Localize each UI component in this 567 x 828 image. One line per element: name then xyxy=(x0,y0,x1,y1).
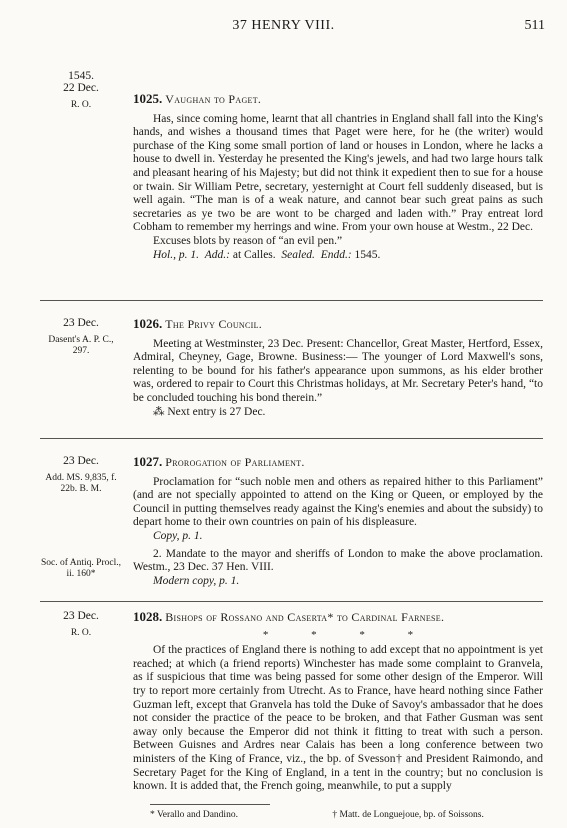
margin-date: 23 Dec. xyxy=(63,610,99,622)
entry-heading xyxy=(133,92,543,107)
entry-1028 xyxy=(133,610,543,794)
entry-1027 xyxy=(133,455,543,588)
entry-title: Prorogation of Parliament. xyxy=(165,455,305,469)
copy-note: Copy, p. 1. xyxy=(153,529,203,542)
footnote-rule xyxy=(150,804,270,805)
margin-notes-1027-2 xyxy=(40,558,122,580)
endorse-endd-label: Endd.: xyxy=(320,248,352,261)
entry-paragraph: Has, since coming home, learnt that all chantries in England shall fall into the King's hands, and wishes a thousand times that Paget were here, for he (the writer) would purchase of the King some small portion of land or houses in London, where he lacks a house to dwell in. Yesterday he presented the King's jewels, and had two large hours talk and pleasant hearing of his Majesty; but did not think it expedient then to sue for a house or twain. Sir William Petre, secretary, yesternight at Court fell suddenly diseased, but is well again. “The man is of a weak nature, and cannot bear such great pains as such secretaries as ye two be are wont to be charged and laden with.” Pray entreat lord Cobham to remember my herrings and wine. From your own house at Westm., 22 Dec. xyxy=(133,112,543,234)
margin-notes-1026 xyxy=(40,317,122,357)
endorse-add-value: at Calles. xyxy=(232,248,276,261)
entry-title: The Privy Council. xyxy=(165,317,263,331)
footnote: † Matt. de Longuejoue, bp. of Soissons. xyxy=(332,810,484,820)
page-number: 511 xyxy=(524,18,545,33)
margin-date: 23 Dec. xyxy=(63,455,99,467)
entry-note: ⁂ Next entry is 27 Dec. xyxy=(153,405,266,418)
margin-notes-1025 xyxy=(40,70,122,111)
entry-heading xyxy=(133,455,543,470)
entry-number: 1027. xyxy=(133,454,163,469)
entry-number: 1028. xyxy=(133,609,163,624)
section-divider xyxy=(40,601,543,602)
entry-heading xyxy=(133,317,543,332)
endorse-hol: Hol., p. 1. xyxy=(153,248,199,261)
margin-notes-1028 xyxy=(40,610,122,639)
entry-paragraph: Meeting at Westminster, 23 Dec. Present: Chancellor, Great Master, Hertford, Essex, Admiral, Cheyney, Gage, Browne. Business:— The younger of Lord Maxwell's sons, relenting to be bound for his father's appearance upon summons, as his elder brother was, ordered to repair to Court this Christmas holidays, at Mr. Secretary Peter's hand, “to be concluded touching his bond therein.” xyxy=(133,337,543,404)
entry-heading xyxy=(133,610,543,625)
entry-title: Bishops of Rossano and Caserta* to Cardinal Farnese. xyxy=(165,610,445,624)
running-title: 37 HENRY VIII. xyxy=(232,18,335,33)
margin-notes-1027 xyxy=(40,455,122,495)
copy-note: Modern copy, p. 1. xyxy=(153,574,240,587)
margin-source: Dasent's A. P. C., 297. xyxy=(48,335,114,356)
section-divider xyxy=(40,300,543,301)
margin-date: 23 Dec. xyxy=(63,317,99,329)
entry-paragraph: 2. Mandate to the mayor and sheriffs of London to make the above proclamation. Westm., 23 Dec. 37 Hen. VIII. xyxy=(133,547,543,574)
margin-source: R. O. xyxy=(70,628,92,638)
elision-asterisks: * * * * xyxy=(262,628,414,641)
entry-1025 xyxy=(133,92,543,262)
footnotes xyxy=(150,810,550,820)
margin-source: Soc. of Antiq. Procl., ii. 160* xyxy=(41,558,121,579)
entry-paragraph: Of the practices of England there is nothing to add except that no appointment is yet reached; at which (a friend reports) Winchester has made some complaint to Granvela, as if suspicious that time was being passed for some other design of the Emperor. Will try to report more certainly from Utrecht. As to France, have heard nothing since Father Guzman left, except that Granvela has told the Duke of Savoy's ambassador that he does not consider the practice of the peace to be broken, and that Father Gusman was sent away only because the Emperor did not think it fitting to treat with such a person. Between Guisnes and Ardres near Calais has been a long conference between two ministers of the King of France, viz., the bp. of Svesson† and President Raimondo, and Secretary Paget for the King of England, in a tent in the country; but no conclusion is known. It is added that, the French going, meanwhile, to put a supply xyxy=(133,644,543,793)
section-divider xyxy=(40,438,543,439)
footnote: * Verallo and Dandino. xyxy=(150,810,238,820)
endorse-add-label: Add.: xyxy=(204,248,230,261)
page-header xyxy=(0,16,567,38)
entry-paragraph: Excuses blots by reason of “an evil pen.” xyxy=(153,234,343,247)
entry-title: Vaughan to Paget. xyxy=(165,92,262,106)
entry-paragraph: Proclamation for “such noble men and others as repaired hither to this Parliament” (and are not specially appointed to attend on the King or Queen, or employed by the Council in putting themselves ready against the King's enemies and about the subsidy) to depart home to their own countries on pain of his displeasure. xyxy=(133,475,543,529)
entry-number: 1025. xyxy=(133,91,163,106)
endorse-sealed: Sealed. xyxy=(281,248,315,261)
margin-date: 22 Dec. xyxy=(63,82,99,94)
margin-year: 1545. xyxy=(68,70,94,82)
entry-number: 1026. xyxy=(133,316,163,331)
margin-source: R. O. xyxy=(70,100,92,110)
endorsement xyxy=(133,249,543,263)
endorse-endd-value: 1545. xyxy=(354,248,381,261)
margin-source: Add. MS. 9,835, f. 22b. B. M. xyxy=(45,473,117,494)
entry-1026 xyxy=(133,317,543,419)
